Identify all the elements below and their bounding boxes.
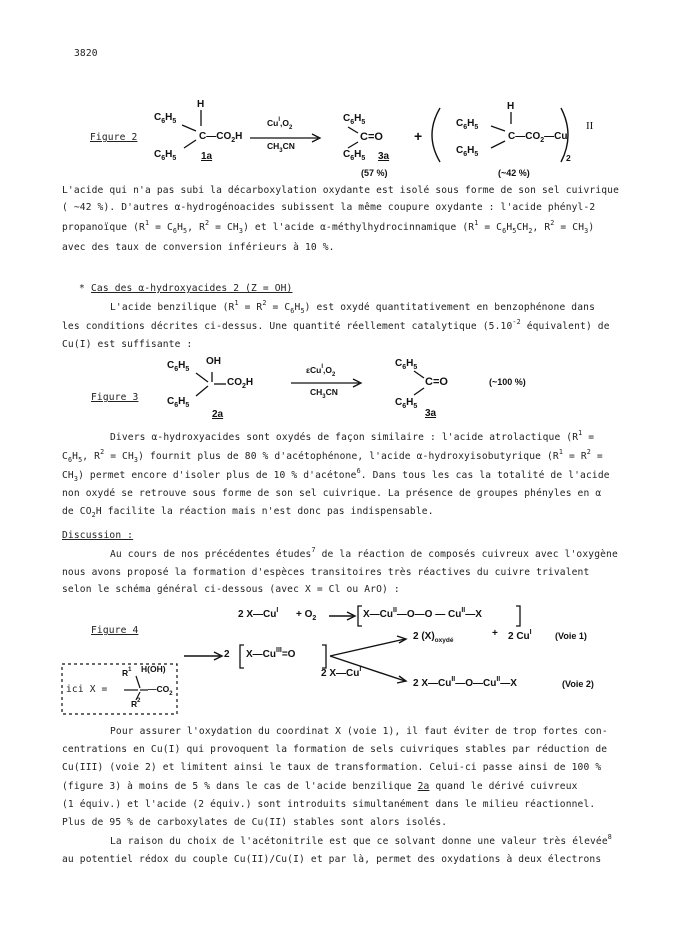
para1-line1: L'acide qui n'a pas subi la décarboxylation oxydante est isolé sous forme de son sel cuivrique [62,185,620,196]
figure-4-caption: Figure 4 [91,625,139,636]
fig3-product-co: C=O [425,376,448,388]
fig2-salt-sub: 2 [566,153,571,163]
disc-line3: selon le schéma général ci-dessous (avec X = Cl ou ArO) : [62,584,400,595]
para2-line3: $CH_3$) permet encore d'isoler plus de 10 % d'acétone$^6$. Dans tous les cas la totalité de l'acide [62,467,610,483]
fig3-yield: (~100 %) [489,377,526,387]
figure-3-caption: Figure 3 [91,392,139,403]
para1-line3: propanoïque ($R^1 = C_6H_5$, $R^2 = CH_3$) et l'acide α-méthylhydrocinnamique ($R^1 = C_6H_5CH_2$, $R^2 = CH_3$) [62,219,595,235]
para2-line2: $C_6H_5$, $R^2 = CH_3$) fournit plus de 80 % d'acétophénone, l'acide α-hydroxyisobutyrique ($R^1 = R^2$ = [62,448,603,464]
para3-line3: Cu(III) (voie 2) et limitent ainsi le taux de transformation. Celui-ci passe ainsi de 100 % [62,762,602,773]
para3-line2: centrations en Cu(I) qui provoquent la formation de sels cuivriques stables par réduction de [62,744,608,755]
fig4-voie1-left: 2 $(X)_{oxydé}$ [413,631,454,644]
page-number: 3820 [74,48,98,59]
fig4-box-hoh: H(OH) [141,664,166,674]
fig2-product-co: C=O [360,131,383,143]
fig4-box-r2: $R^2$ [131,698,141,709]
fig3-oh: OH [206,356,221,367]
fig3-product-c6h5-top: $C_6H_5$ [395,358,418,371]
fig2-salt-c6h5-bot: $C_6H_5$ [456,145,479,158]
sec-line3: Cu(I) est suffisante : [62,339,193,350]
para1-line4: avec des taux de conversion inférieurs à 10 %. [62,242,335,253]
fig3-c6h5-top: $C_6H_5$ [167,360,190,373]
fig4-voie2-label: (Voie 2) [562,679,594,689]
fig4-branch-label: 2 $X—Cu^I$ [321,666,362,679]
discussion-title: Discussion : [62,530,134,541]
fig4-mid: $X—Cu^{III}=O$ [246,647,296,660]
para3-line6: Plus de 95 % de carboxylates de Cu(II) stables sont alors isolés. [62,817,448,828]
fig4-top-right: $X—Cu^{II}—O—O$ — $Cu^{II}—X$ [363,607,482,620]
fig4-box-r1: $R^1$ [122,667,132,678]
fig2-product-c6h5-top: $C_6H_5$ [343,113,366,126]
fig2-yield-3a: (57 %) [361,168,388,178]
fig3-co2h: $CO_2H$ [227,377,254,390]
fig4-box-co2: $—CO_2$ [148,684,173,697]
fig4-voie1-cu: 2 $Cu^I$ [508,629,532,642]
figure-2-caption: Figure 2 [90,132,138,143]
sec-line2: les conditions décrites ci-dessus. Une quantité réellement catalytique ($5.10^{-2}$ équivalent) de [62,318,610,332]
fig2-h: H [197,99,205,110]
fig2-reagent-bot: $CH_3CN$ [267,141,295,154]
fig4-voie1-label: (Voie 1) [555,631,587,641]
disc-line1: Au cours de nos précédentes études$^7$ de la réaction de composés cuivreux avec l'oxygène [110,546,618,560]
para3-line7: La raison du choix de l'acétonitrile est que ce solvant donne une valeur très élevée$^8$ [110,833,612,847]
fig2-yield-salt: (~42 %) [498,168,530,178]
sec-line1: L'acide benzilique $(R^1 = R^2 = C_6H_5)$ est oxydé quantitativement en benzophénone dans [110,299,596,315]
para3-line4: (figure 3) à moins de 5 % dans le cas de l'acide benzilique 2a quand le dérivé cuivreux [62,781,578,792]
fig2-label-1a: 1a [201,151,213,162]
fig2-reagent-top: $Cu^I,O_2$ [267,117,293,131]
fig2-product-c6h5-bot: $C_6H_5$ [343,149,366,162]
disc-line2: nous avons proposé la formation d'espèces transitoires très réactives du cuivre trivalent [62,567,590,578]
fig2-salt-cu-ox: II [586,120,594,132]
para3-line1: Pour assurer l'oxydation du coordinat X (voie 1), il faut éviter de trop fortes con- [110,726,608,737]
fig2-c6h5-bot: $C_6H_5$ [154,149,177,162]
para3-line5: (1 équiv.) et l'acide (2 équiv.) sont introduits simultanément dans le milieu réactionnel. [62,799,596,810]
fig3-reagent-top: $\varepsilon Cu^I,O_2$ [306,364,336,378]
fig3-reagent-bot: $CH_3CN$ [310,387,338,400]
para2-line5: de $CO_2H$ facilite la réaction mais n'est donc pas indispensable. [62,506,434,519]
para2-line4: non oxydé se retrouve sous forme de son sel cuivrique. La présence de groupes phényles en α [62,488,602,499]
fig2-salt-h: H [507,101,515,112]
section-title: Cas des α-hydroxyacides 2 (Z = OH) [91,283,293,294]
fig2-salt-core: $C—CO_2—Cu$ [508,131,568,144]
fig4-top-plus-o2: + $O_2$ [296,609,317,622]
fig4-box-ici: ici X = [66,684,108,695]
fig4-voie1-plus: + [492,628,498,639]
fig2-c6h5-top: $C_6H_5$ [154,112,177,125]
para3-line8: au potentiel rédox du couple Cu(II)/Cu(I) et par là, permet des oxydations à deux électrons [62,854,602,865]
fig2-plus: + [414,128,423,144]
fig3-c6h5-bot: $C_6H_5$ [167,396,190,409]
fig4-voie2: 2 $X—Cu^{II}—O—Cu^{II}—X$ [413,676,517,689]
fig4-top-left: 2 $X—Cu^I$ [238,607,279,620]
fig3-label-2a: 2a [212,409,224,420]
fig2-label-3a: 3a [378,151,390,162]
fig4-mid-2: 2 [224,649,230,660]
section-bullet: * [79,283,85,294]
fig2-carboxyl: $C—CO_2H$ [199,131,243,144]
fig3-product-c6h5-bot: $C_6H_5$ [395,397,418,410]
para2-line1: Divers α-hydroxyacides sont oxydés de façon similaire : l'acide atrolactique ($R^1$ = [110,429,595,443]
fig3-label-3a: 3a [425,408,437,419]
para1-line2: ( ~42 %). D'autres α-hydrogénoacides subissent la même coupure oxydante : l'acide phényl-2 [62,202,596,213]
fig2-salt-c6h5-top: $C_6H_5$ [456,118,479,131]
